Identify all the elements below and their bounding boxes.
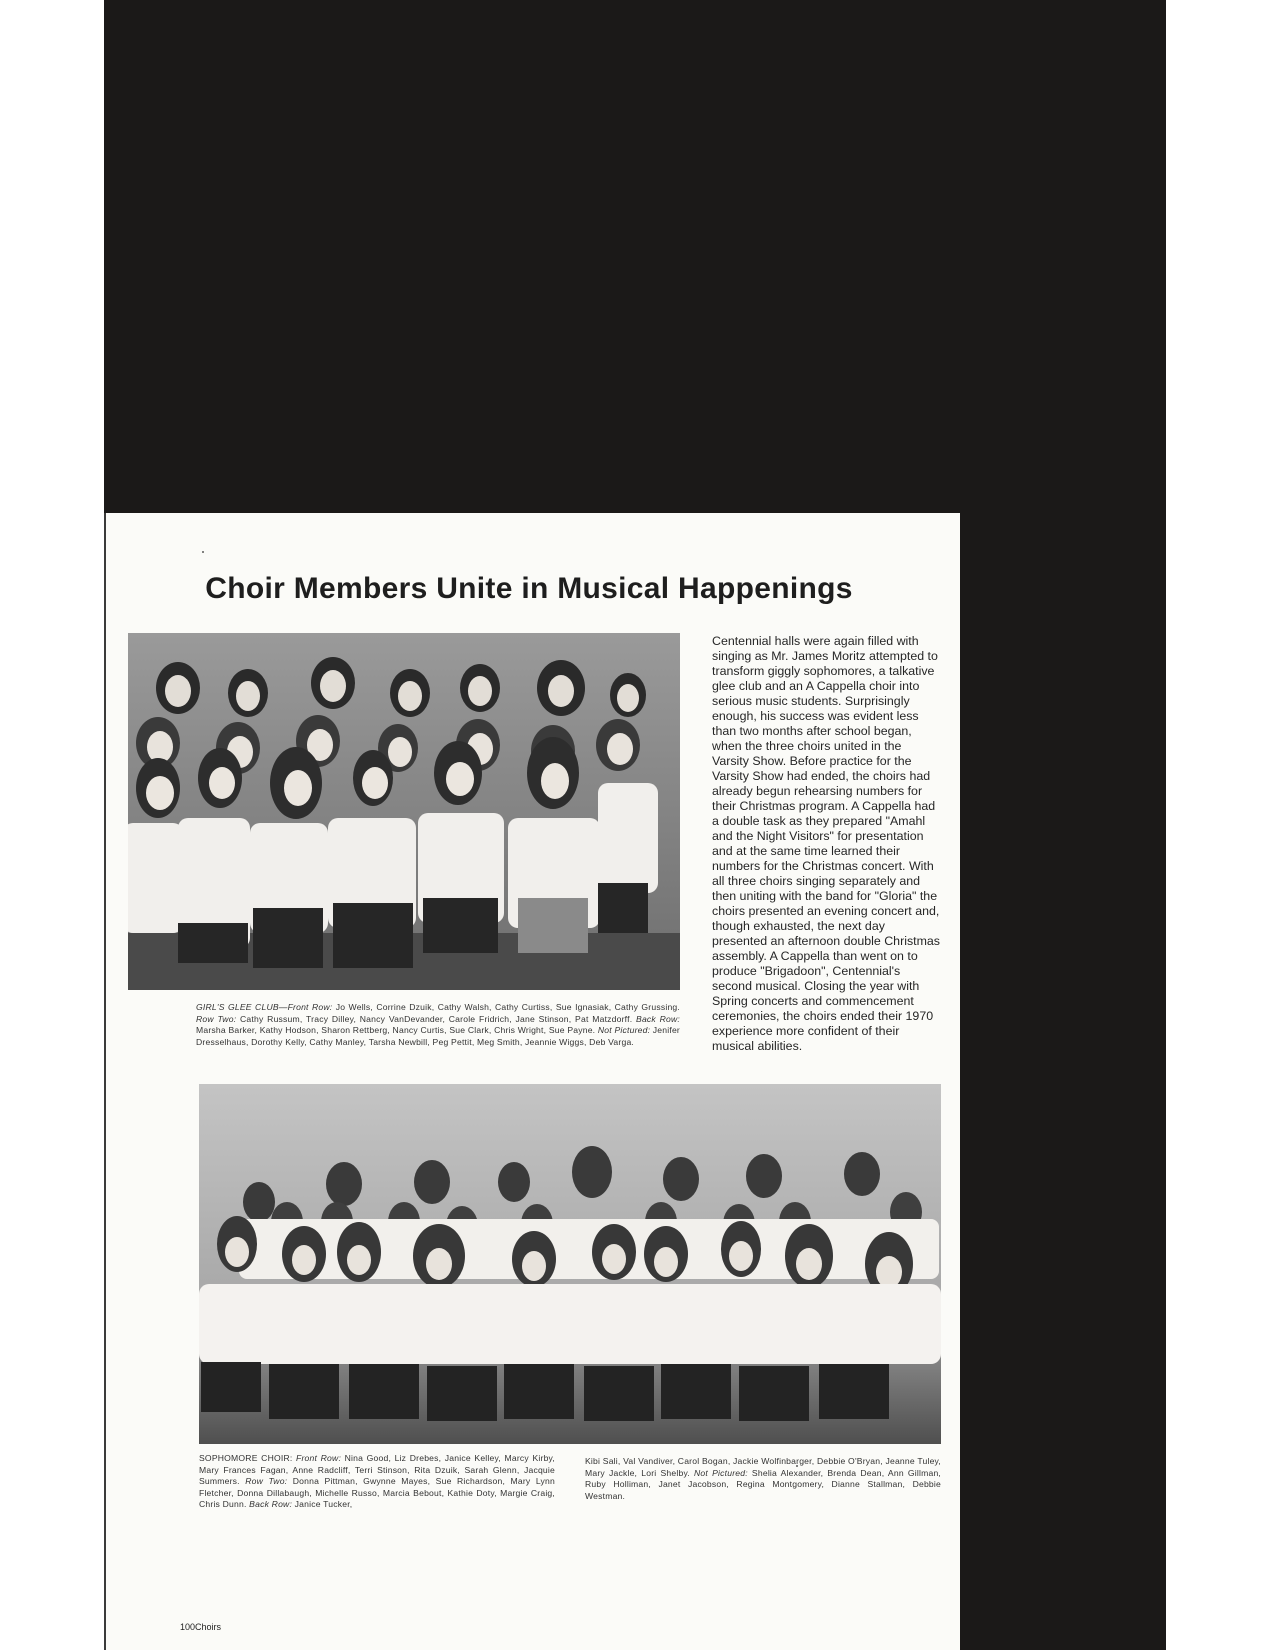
caption-row-label: Front Row: [296, 1453, 342, 1463]
sophomore-choir-photo-image [199, 1084, 941, 1444]
caption-names: Nina Good, Liz Drebes, Janice Kelley, Marcy Kirby, Mary Frances Fagan, Anne Radcliff, Terri Stinson, Rita Dzuik, Sarah Glenn, Jacquie Summers. [199, 1453, 555, 1487]
page-title: Choir Members Unite in Musical Happenings [205, 572, 853, 605]
sophomore-choir-caption-part-2 [585, 1456, 941, 1502]
dark-scan-background-right [958, 513, 1166, 1650]
caption-names: Janice Tucker, [294, 1499, 353, 1510]
caption-row-label: Back Row: [249, 1499, 293, 1510]
caption-row-label: Front Row: [287, 1002, 333, 1012]
sophomore-choir-caption-part-1 [199, 1453, 555, 1511]
dust-speck [202, 551, 204, 553]
caption-row-label: Not Pictured: [694, 1467, 748, 1478]
caption-row-label: Back Row: [636, 1013, 681, 1024]
caption-names: Shelia Alexander, Brenda Dean, Ann Gillman, Ruby Holliman, Janet Jacobson, Regina Montgomery, Dianne Stallman, Debbie Westman. [585, 1467, 942, 1501]
glee-club-caption [196, 1002, 680, 1048]
caption-names: Jenifer Dresselhaus, Dorothy Kelly, Cathy Manley, Tarsha Newbill, Peg Pettit, Meg Smith, Jeannie Wiggs, Deb Varga. [196, 1025, 680, 1047]
caption-names: Jo Wells, Corrine Dzuik, Cathy Walsh, Cathy Curtiss, Sue Ignasiak, Cathy Grussing. [335, 1002, 680, 1012]
caption-row-label: Row Two: [196, 1013, 237, 1024]
caption-names: Donna Pittman, Gwynne Mayes, Sue Richardson, Mary Lynn Fletcher, Donna Dillabaugh, Michelle Russo, Marcia Bebout, Kathie Doty, Margie Craig, Chris Dunn. [199, 1476, 555, 1510]
caption-names: Cathy Russum, Tracy Dilley, Nancy VanDevander, Carole Fridrich, Jane Stinson, Pat Matzdorff. [240, 1013, 633, 1024]
article-body-text: Centennial halls were again filled with singing as Mr. James Moritz attempted to transform giggly sophomores, a talkative glee club and an A Cappella choir into serious music students. Surprisingly enough, his success was evident less than two months after school began, when the three choirs united in the Varsity Show. Before practice for the Varsity Show had ended, the choirs had already begun rehearsing numbers for their Christmas program. A Cappella had a double task as they prepared "Amahl and the Night Visitors" for presentation and at the same time learned their numbers for the Christmas concert. With all three choirs singing separately and then uniting with the band for "Gloria" the choirs presented an evening concert and, though exhausted, the next day presented an afternoon double Christmas assembly. A Cappella than went on to produce "Brigadoon", Centennial's second musical. Closing the year with Spring concerts and commencement ceremonies, the choirs ended their 1970 experience more confident of their musical abilities. [712, 634, 940, 1053]
caption-lead: SOPHOMORE CHOIR: [199, 1453, 293, 1463]
caption-row-label: Row Two: [245, 1476, 288, 1487]
scan-left-margin [0, 0, 104, 1650]
caption-row-label: Not Pictured: [597, 1025, 651, 1036]
page-number-folio: 100Choirs [180, 1622, 222, 1632]
caption-names: Kibi Sali, Val Vandiver, Carol Bogan, Jackie Wolfinbarger, Debbie O'Bryan, Jeanne Tuley, Mary Jackle, Lori Shelby. [585, 1456, 941, 1478]
glee-club-photo [128, 633, 680, 990]
sophomore-choir-photo [199, 1084, 941, 1444]
glee-club-photo-image [128, 633, 680, 990]
caption-lead: GIRL'S GLEE CLUB— [196, 1002, 288, 1012]
caption-names: Marsha Barker, Kathy Hodson, Sharon Rettberg, Nancy Curtis, Sue Clark, Chris Wright, Sue Payne. [196, 1025, 596, 1036]
dark-scan-background-top [104, 0, 1166, 513]
